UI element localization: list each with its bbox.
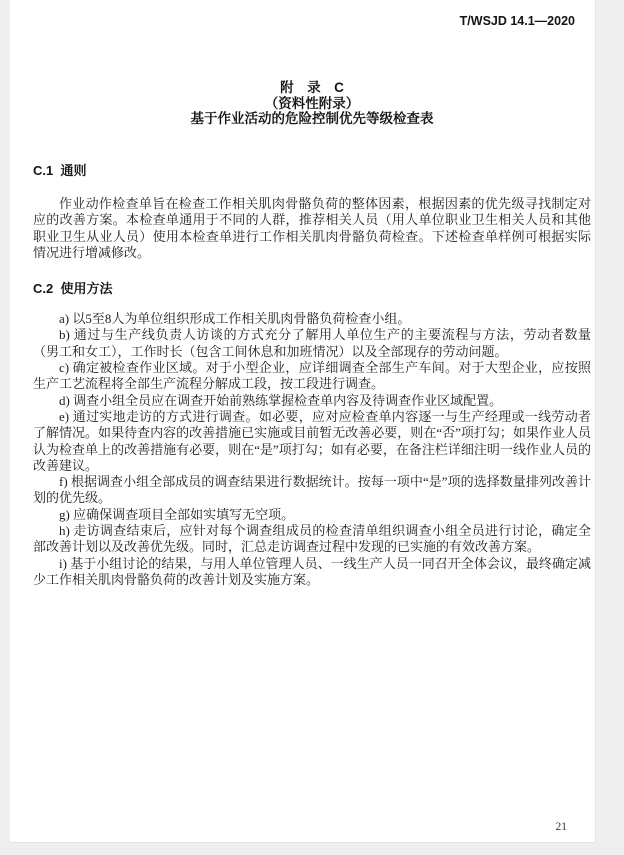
clause-h: h) 走访调查结束后，应针对每个调查组成员的检查清单组织调查小组全员进行讨论，确定全部改善计划以及改善优先级。同时，汇总走访调查过程中发现的已实施的有效改善方案。 [33,523,591,555]
page-number: 21 [555,821,567,833]
appendix-label: 附 录 C [280,80,344,95]
clause-b: b) 通过与生产线负责人访谈的方式充分了解用人单位生产的主要流程与方法，劳动者数量（男工和女工），工作时长（包含工间休息和加班情况）以及全部现存的劳动问题。 [33,327,591,359]
clause-a: a) 以5至8人为单位组织形成工作相关肌肉骨骼负荷检查小组。 [59,311,411,327]
clause-f: f) 根据调查小组全部成员的调查结果进行数据统计。按每一项中“是”项的选择数量排列改善计划的优先级。 [33,474,591,506]
clause-c: c) 确定被检查作业区域。对于小型企业，应详细调查全部生产车间。对于大型企业，应按照生产工艺流程将全部生产流程分解成工段，按工段进行调查。 [33,360,591,392]
appendix-subject: 基于作业活动的危险控制优先等级检查表 [190,111,434,126]
section-heading-c2: C.2 使用方法 [33,281,113,297]
clause-g: g) 应确保调查项目全部如实填写无空项。 [59,506,295,522]
clause-i: i) 基于小组讨论的结果，与用人单位管理人员、一线生产人员一同召开全体会议，最终确定减少工作相关肌肉骨骼负荷的改善计划及实施方案。 [33,555,591,587]
clause-d: d) 调查小组全员应在调查开始前熟练掌握检查单内容及待调查作业区域配置。 [59,392,503,408]
standard-code: T/WSJD 14.1—2020 [459,14,575,28]
clause-e: e) 通过实地走访的方式进行调查。如必要，应对应检查单内容逐一与生产经理或一线劳动者了解情况。如果待查内容的改善措施已实施或目前暂无改善必要，则在“否”项打勾；如果作业人员认为检查单上的改善措施有必要，则在“是”项打勾；如有必要，在备注栏详细注明一线作业人员的改善建议。 [33,408,591,473]
section-c1-paragraph: 作业动作检查单旨在检查工作相关肌肉骨骼负荷的整体因素，根据因素的优先级寻找制定对应的改善方案。本检查单通用于不同的人群，推荐相关人员（用人单位职业卫生相关人员和其他职业卫生从业人员）使用本检查单进行工作相关肌肉骨骼负荷检查。下述检查单样例可根据实际情况进行增减修改。 [33,196,591,260]
document-page [10,0,596,843]
document-body [33,0,591,588]
section-heading-c1: C.1 通则 [33,163,87,178]
appendix-note: （资料性附录） [264,95,360,111]
